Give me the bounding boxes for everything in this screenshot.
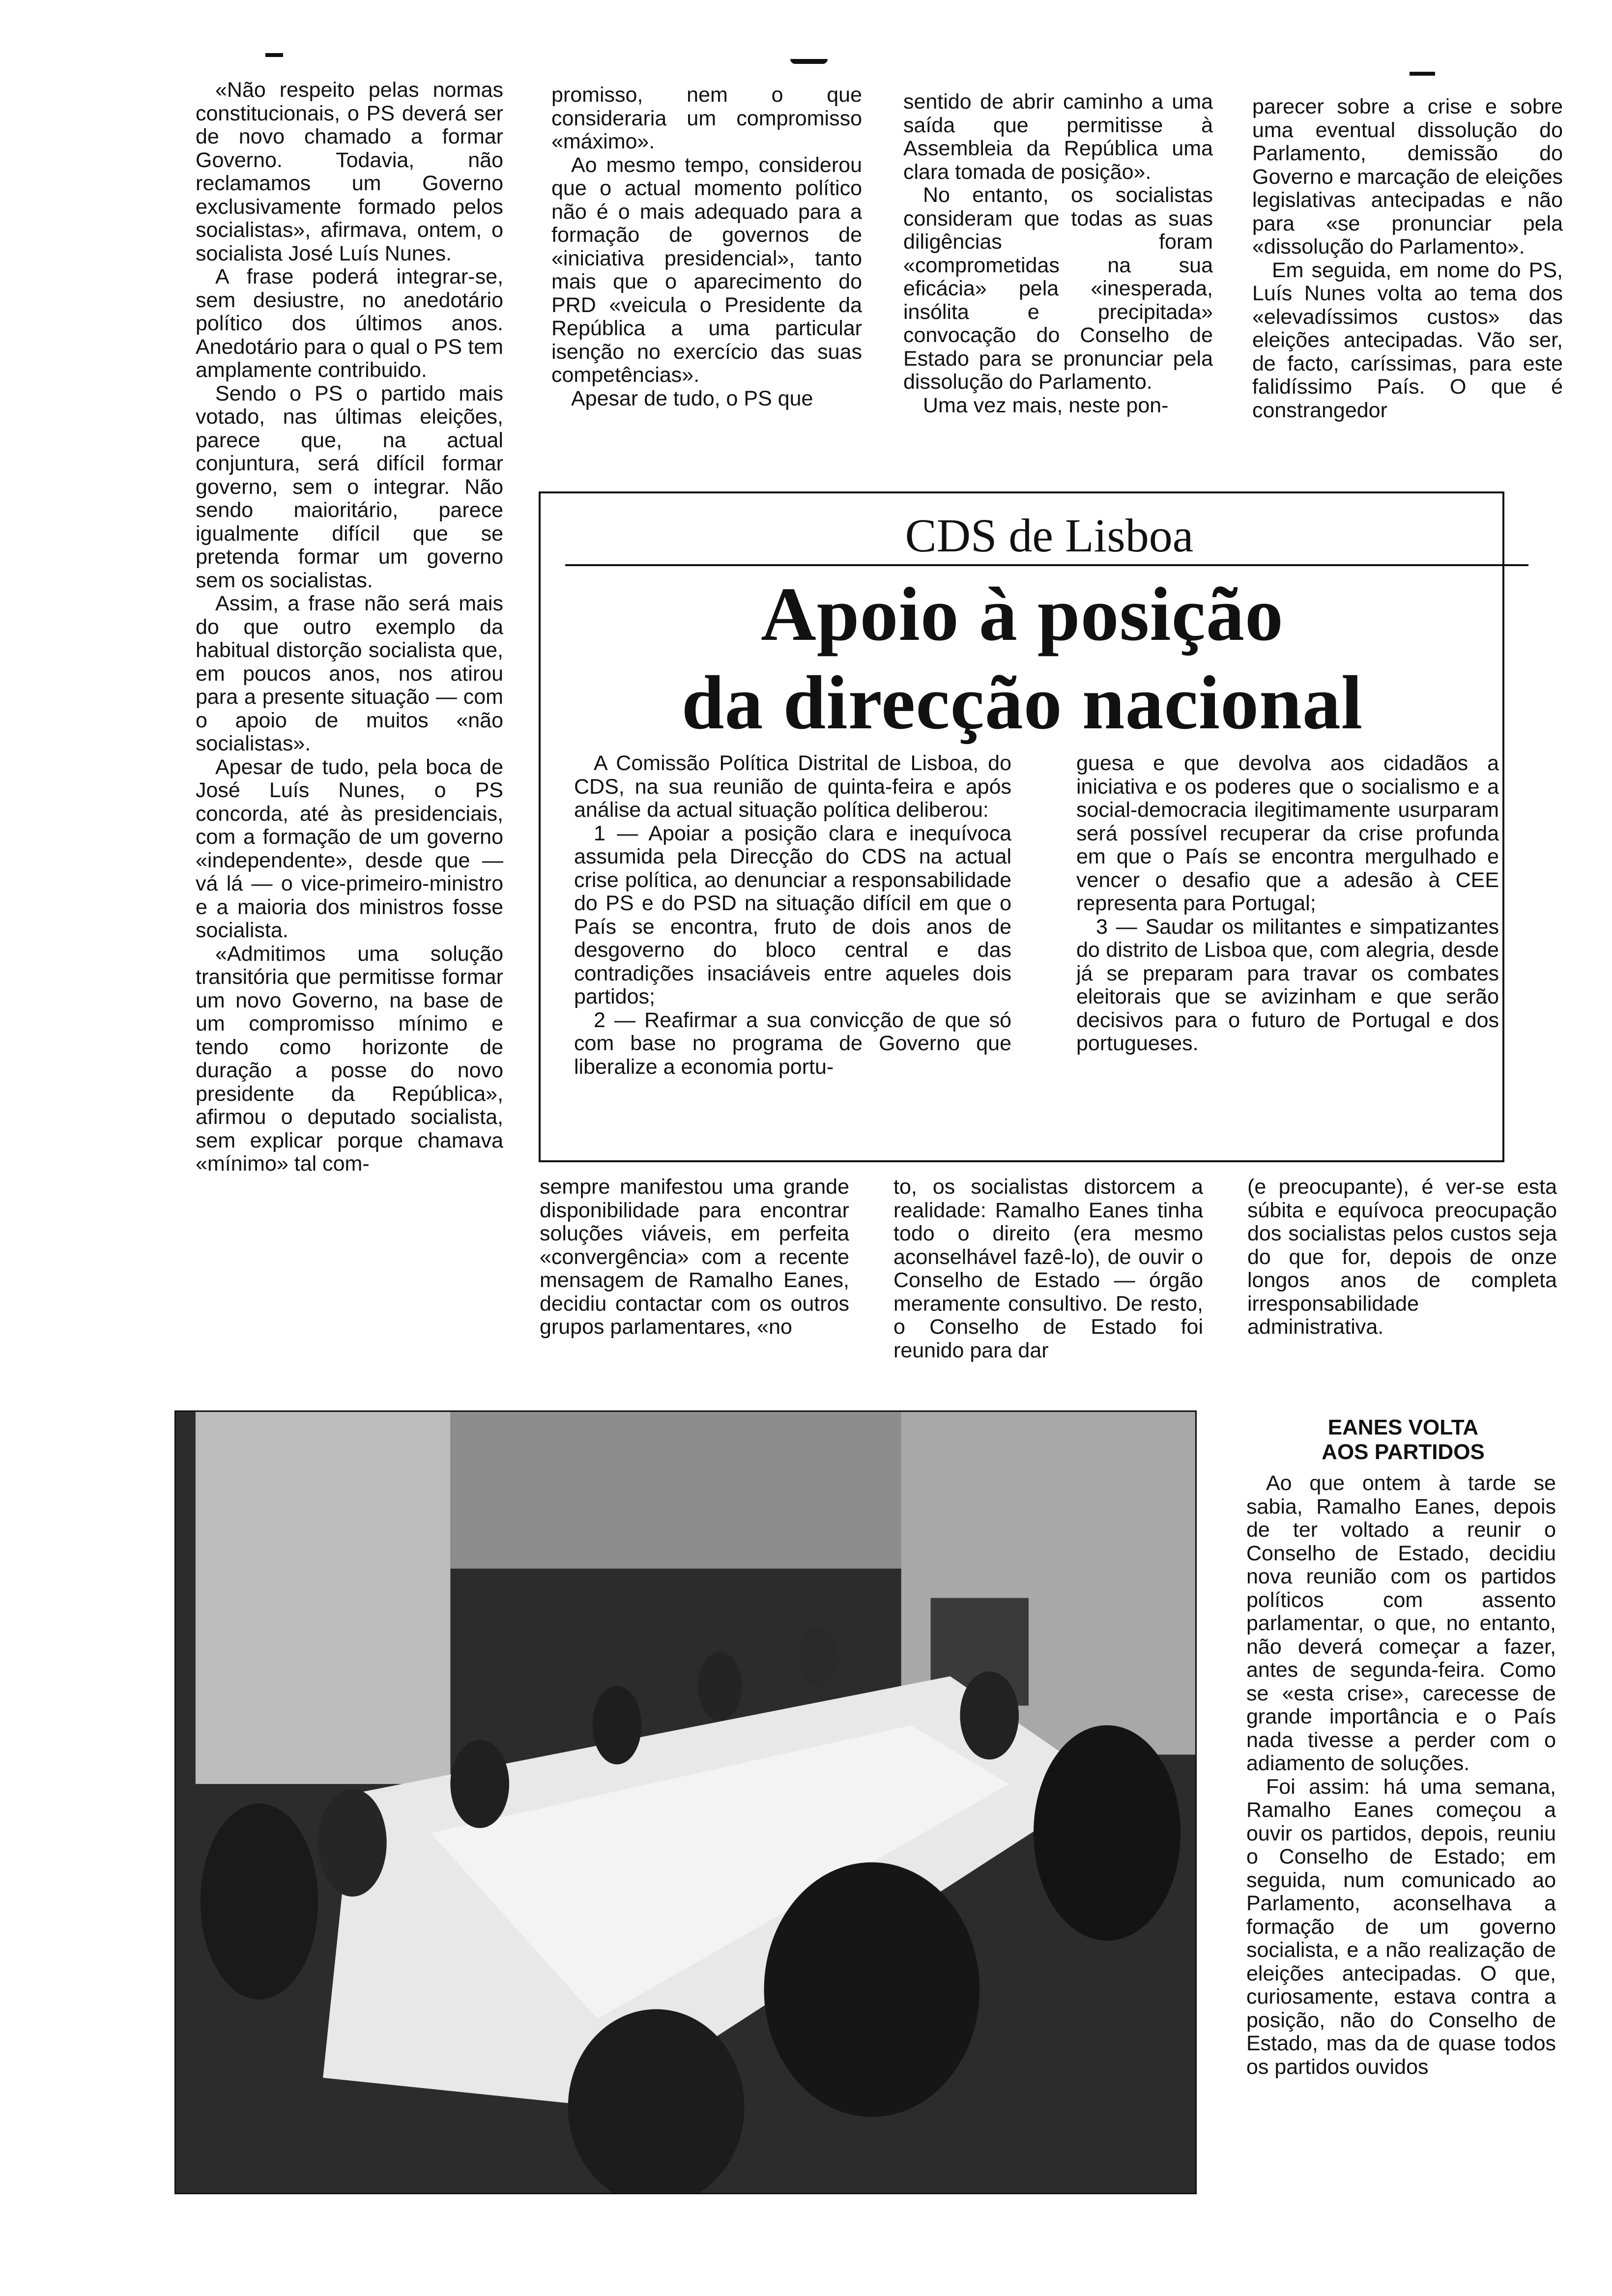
headline-line: da direcção nacional <box>681 660 1363 745</box>
paragraph: Ao que ontem à tarde se sabia, Ramalho Eanes, depois de ter voltado a reunir o Conselho de Estado, decidiu nova reunião com os partidos políticos com assento parlamentar, o que, no entanto, não deverá começar a fazer, antes de segunda-feira. Como se «esta crise», carecesse de grande importância e o País nada tivesse a perder com o adiamento de soluções. <box>1246 1472 1556 1775</box>
paragraph: A Comissão Política Distrital de Lisboa, do CDS, na sua reunião de quinta-feira e após análise da actual situação política deliberou: <box>574 752 1011 822</box>
paragraph: A frase poderá integrar-se, sem desiustre, no anedotário político dos últimos anos. Anedotário para o qual o PS tem amplamente contribuido. <box>196 265 503 382</box>
print-mark <box>265 53 283 57</box>
paragraph: Ao mesmo tempo, considerou que o actual momento político não é o mais adequado para a formação de governos de «iniciativa presidencial», tanto mais que o aparecimento do PRD «veicula o Presidente da República a uma particular isenção no exercício das suas competências». <box>551 153 862 387</box>
paragraph: 3 — Saudar os militantes e simpatizantes do distrito de Lisboa que, com alegria, desde já se preparam para travar os combates eleitorais que se avizinham e que serão decisivos para o futuro de Portugal e dos portugueses. <box>1076 915 1499 1055</box>
paragraph: No entanto, os socialistas consideram que todas as suas diligências foram «comprometidas na sua eficácia» pela «inesperada, insólita e precipitada» convocação do Conselho de Estado para se pronunciar pela dissolução do Parlamento. <box>903 183 1213 394</box>
headline <box>541 570 1504 747</box>
article-column-4-continued <box>1247 1176 1557 1372</box>
meeting-photo <box>174 1410 1197 2194</box>
paragraph: to, os socialistas distorcem a realidade: Ramalho Eanes tinha todo o direito (era mesmo aconselhável fazê-lo), de ouvir o Conselho de Estado — órgão meramente consultivo. De resto, o Conselho de Estado foi reunido para dar <box>893 1176 1203 1362</box>
paragraph: 2 — Reafirmar a sua convicção de que só com base no programa de Governo que liberalize a economia portu- <box>574 1008 1011 1079</box>
paragraph: 1 — Apoiar a posição clara e inequívoca assumida pela Direcção do CDS na actual crise política, ao denunciar a responsabilidade do PS e do PSD na situação difícil em que o País se encontra, fruto de dois anos de desgoverno do bloco central e das contradições insaciáveis entre aqueles dois partidos; <box>574 821 1011 1008</box>
paragraph: sempre manifestou uma grande disponibilidade para encontrar soluções viáveis, em perfeita «convergência» com a recente mensagem de Ramalho Eanes, decidiu contactar com os outros grupos parlamentares, «no <box>540 1176 849 1339</box>
article-column-3 <box>903 90 1213 474</box>
sidebar-column <box>1246 1472 1556 2199</box>
box-column-right <box>1076 752 1499 1140</box>
sidebar-heading-line: AOS PARTIDOS <box>1322 1440 1485 1464</box>
paragraph: sentido de abrir caminho a uma saída que permitisse à Assembleia da República uma clara tomada de posição». <box>903 90 1213 184</box>
paragraph: Apesar de tudo, o PS que <box>571 386 813 410</box>
paragraph: promisso, nem o que consideraria um compromisso «máximo». <box>551 84 862 153</box>
paragraph: Sendo o PS o partido mais votado, nas últimas eleições, parece que, na actual conjuntura, será difícil formar governo, sem o integrar. Não sendo maioritário, parece igualmente difícil que se pretenda formar um governo sem os socialistas. <box>196 381 503 592</box>
paragraph: guesa e que devolva aos cidadãos a iniciativa e os poderes que o socialismo e a social-democracia ilegitimamente usurparam será possível recuperar da crise profunda em que o País se encontra mergulhado e vencer o desafio que a adesão à CEE representa para Portugal; <box>1076 752 1499 915</box>
article-column-2-continued <box>540 1176 849 1402</box>
article-column-3-continued <box>893 1176 1203 1402</box>
article-column-4 <box>1252 95 1563 474</box>
paragraph: (e preocupante), é ver-se esta súbita e equívoca preocupação dos socialistas pelos custos seja do que for, depois de onze longos anos de completa irresponsabilidade administrativa. <box>1247 1176 1557 1339</box>
paragraph: Foi assim: há uma semana, Ramalho Eanes começou a ouvir os partidos, depois, reuniu o Conselho de Estado; em seguida, num comunicado ao Parlamento, aconselhava a formação de um governo socialista, e a não realização de eleições antecipadas. O que, curiosamente, estava contra a posição, não do Conselho de Estado, mas da de quase todos os partidos ouvidos <box>1246 1775 1556 2079</box>
headline-line: Apoio à posição <box>761 572 1284 657</box>
kicker-rule <box>565 564 1528 566</box>
paragraph: Apesar de tudo, pela boca de José Luís Nunes, o PS concorda, até às presidenciais, com a formação de um governo «independente», desde que — vá lá — o vice-primeiro-ministro e a maioria dos ministros fosse socialista. <box>196 755 503 942</box>
paragraph: Uma vez mais, neste pon- <box>923 393 1169 417</box>
sidebar-heading <box>1248 1415 1558 1464</box>
paragraph: «Não respeito pelas normas constitucionais, o PS deverá ser de novo chamado a formar Governo. Todavia, não reclamamos um Governo exclusivamente formado pelos socialistas», afirmava, ontem, o socialista José Luís Nunes. <box>196 79 503 265</box>
print-mark <box>790 59 828 64</box>
paragraph: Assim, a frase não será mais do que outro exemplo da habitual distorção socialista que, em poucos anos, nos atirou para a presente situação — com o apoio de muitos «não socialistas». <box>196 592 503 755</box>
article-column-2 <box>551 84 862 467</box>
paragraph: parecer sobre a crise e sobre uma eventual dissolução do Parlamento, demissão do Governo e marcação de eleições legislativas antecipadas e não para «se pronunciar pela «dissolução do Parlamento». <box>1252 95 1563 258</box>
article-column-1 <box>196 79 503 1391</box>
sidebar-heading-line: EANES VOLTA <box>1327 1415 1479 1439</box>
print-mark <box>1410 72 1435 76</box>
box-column-left <box>574 752 1011 1140</box>
paragraph: «Admitimos uma solução transitória que permitisse formar um novo Governo, na base de um compromisso mínimo e tendo como horizonte de duração a posse do novo presidente da República», afirmou o deputado socialista, sem explicar porque chamava «mínimo» tal com- <box>196 942 503 1176</box>
paragraph: Em seguida, em nome do PS, Luís Nunes volta ao tema dos «elevadíssimos custos» das eleições antecipadas. Vão ser, de facto, caríssimas, para este falidíssimo País. O que é constrangedor <box>1252 258 1563 422</box>
section-kicker: CDS de Lisboa <box>905 509 1194 562</box>
